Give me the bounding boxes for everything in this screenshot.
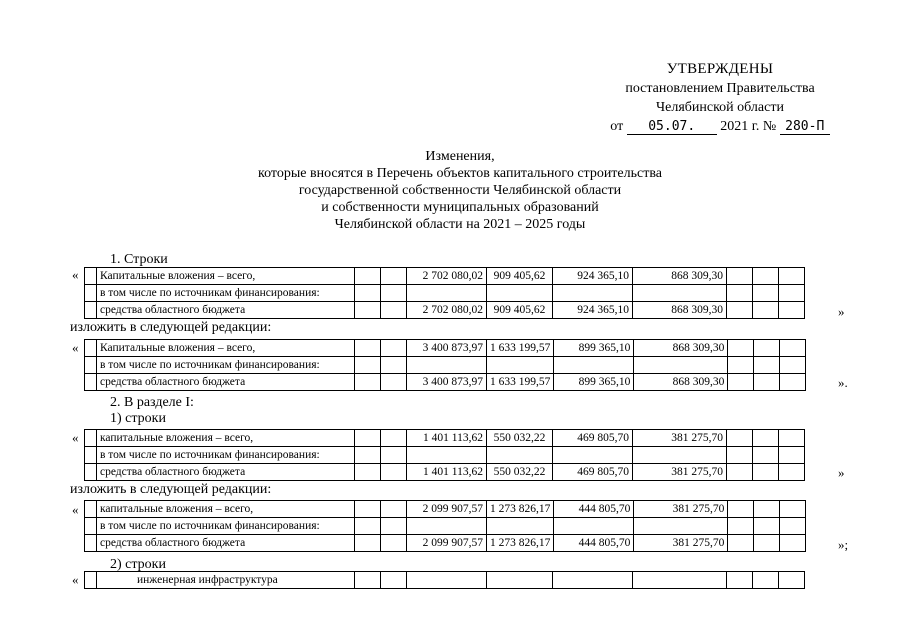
table-cell bbox=[753, 430, 779, 447]
table-cell: 1 273 826,17 bbox=[487, 501, 554, 518]
table-row bbox=[85, 374, 806, 391]
table-cell bbox=[753, 572, 779, 589]
document-heading bbox=[150, 148, 770, 233]
table-cell bbox=[633, 285, 727, 302]
table-cell bbox=[753, 464, 779, 481]
table-cell bbox=[753, 447, 779, 464]
table-cell: 444 805,70 bbox=[554, 501, 634, 518]
table-cell bbox=[753, 268, 779, 285]
table-3 bbox=[84, 429, 805, 481]
table-cell: 1 633 199,57 bbox=[487, 374, 554, 391]
table-cell bbox=[553, 285, 633, 302]
heading-line-3: и собственности муниципальных образований bbox=[321, 200, 599, 215]
table-cell: 3 400 873,97 bbox=[407, 340, 487, 357]
table-cell: 381 275,70 bbox=[633, 464, 727, 481]
section-2-2-label: 2) строки bbox=[110, 557, 166, 572]
date-year: 2021 г. № bbox=[720, 119, 777, 134]
table-cell: 2 702 080,02 bbox=[407, 302, 487, 319]
table-cell bbox=[407, 572, 487, 589]
close-quote-4: »; bbox=[838, 537, 849, 552]
table-4 bbox=[84, 500, 806, 552]
table-cell: 899 365,10 bbox=[554, 340, 634, 357]
close-quote-1: » bbox=[838, 304, 845, 319]
table-cell bbox=[727, 268, 753, 285]
table-cell bbox=[779, 285, 805, 302]
table-cell bbox=[381, 572, 407, 589]
table-cell bbox=[381, 285, 407, 302]
section-1-label: 1. Строки bbox=[110, 252, 168, 267]
table-row bbox=[85, 447, 805, 464]
table-cell bbox=[355, 340, 381, 357]
table-cell bbox=[355, 518, 381, 535]
table-cell bbox=[407, 285, 487, 302]
section-2-label: 2. В разделе I: bbox=[110, 395, 194, 410]
date-prefix: от bbox=[610, 119, 624, 134]
table-cell bbox=[85, 357, 97, 374]
table-cell bbox=[381, 518, 407, 535]
table-cell: в том числе по источникам финансирования: bbox=[97, 357, 355, 374]
table-row bbox=[85, 285, 805, 302]
table-cell: 868 309,30 bbox=[634, 340, 728, 357]
table-cell bbox=[85, 572, 97, 589]
table-row bbox=[85, 430, 805, 447]
table-cell: 3 400 873,97 bbox=[407, 374, 487, 391]
table-cell bbox=[728, 340, 754, 357]
table-cell bbox=[553, 447, 633, 464]
table-cell: 924 365,10 bbox=[553, 302, 633, 319]
table-cell bbox=[355, 374, 381, 391]
approval-block bbox=[600, 60, 840, 136]
table-cell bbox=[85, 302, 97, 319]
open-quote-4: « bbox=[72, 502, 79, 517]
table-cell: 2 702 080,02 bbox=[407, 268, 487, 285]
table-cell bbox=[85, 518, 97, 535]
table-cell: 909 405,62 bbox=[487, 268, 553, 285]
table-cell bbox=[633, 447, 727, 464]
table-cell bbox=[754, 518, 780, 535]
table-cell bbox=[381, 501, 407, 518]
table-cell bbox=[753, 302, 779, 319]
table-cell bbox=[407, 447, 487, 464]
table-cell bbox=[728, 357, 754, 374]
table-cell bbox=[753, 285, 779, 302]
table-cell: 381 275,70 bbox=[633, 430, 727, 447]
table-cell: 381 275,70 bbox=[634, 501, 728, 518]
table-cell bbox=[355, 447, 381, 464]
table-cell bbox=[727, 464, 753, 481]
table-cell bbox=[754, 374, 780, 391]
table-cell bbox=[381, 357, 407, 374]
table-cell: 924 365,10 bbox=[553, 268, 633, 285]
approval-line1: постановлением Правительства bbox=[625, 81, 815, 96]
replace-label-2: изложить в следующей редакции: bbox=[70, 482, 272, 497]
table-row bbox=[85, 572, 805, 589]
table-cell bbox=[779, 302, 805, 319]
table-cell bbox=[634, 357, 728, 374]
table-cell bbox=[85, 268, 97, 285]
table-cell bbox=[728, 535, 754, 552]
table-cell bbox=[487, 357, 554, 374]
open-quote-2: « bbox=[72, 340, 79, 355]
table-cell bbox=[754, 357, 780, 374]
table-cell bbox=[727, 285, 753, 302]
table-cell: 1 273 826,17 bbox=[487, 535, 554, 552]
table-cell: средства областного бюджета bbox=[97, 535, 355, 552]
table-1 bbox=[84, 267, 805, 319]
table-cell bbox=[381, 447, 407, 464]
table-cell bbox=[554, 518, 634, 535]
table-row bbox=[85, 357, 806, 374]
table-cell bbox=[727, 447, 753, 464]
table-row bbox=[85, 535, 806, 552]
table-cell: 2 099 907,57 bbox=[407, 501, 487, 518]
table-cell: 550 032,22 bbox=[487, 464, 553, 481]
open-quote-3: « bbox=[72, 430, 79, 445]
table-cell: 550 032,22 bbox=[487, 430, 553, 447]
table-cell bbox=[355, 464, 381, 481]
table-cell bbox=[779, 430, 805, 447]
table-cell bbox=[780, 340, 806, 357]
table-cell: Капитальные вложения – всего, bbox=[97, 340, 355, 357]
table-row bbox=[85, 518, 806, 535]
table-cell bbox=[780, 374, 806, 391]
table-cell bbox=[633, 572, 727, 589]
table-cell bbox=[355, 535, 381, 552]
table-cell bbox=[780, 518, 806, 535]
table-cell bbox=[780, 501, 806, 518]
table-cell bbox=[780, 357, 806, 374]
table-cell bbox=[779, 572, 805, 589]
table-cell: 381 275,70 bbox=[634, 535, 728, 552]
table-cell bbox=[381, 302, 407, 319]
table-cell bbox=[355, 285, 381, 302]
heading-line-1: которые вносятся в Перечень объектов капитального строительства bbox=[258, 166, 662, 181]
table-cell bbox=[85, 501, 97, 518]
table-cell bbox=[85, 374, 97, 391]
table-cell: 868 309,30 bbox=[633, 268, 727, 285]
table-cell: 909 405,62 bbox=[487, 302, 553, 319]
table-cell bbox=[728, 374, 754, 391]
table-cell bbox=[381, 340, 407, 357]
table-row bbox=[85, 268, 805, 285]
table-cell: 1 401 113,62 bbox=[407, 464, 487, 481]
table-cell: 444 805,70 bbox=[554, 535, 634, 552]
table-cell: средства областного бюджета bbox=[97, 302, 355, 319]
replace-label-1: изложить в следующей редакции: bbox=[70, 320, 272, 335]
table-cell bbox=[355, 302, 381, 319]
table-cell bbox=[728, 518, 754, 535]
table-cell bbox=[85, 430, 97, 447]
table-cell bbox=[355, 268, 381, 285]
table-cell bbox=[487, 572, 553, 589]
table-cell bbox=[381, 268, 407, 285]
table-cell bbox=[727, 430, 753, 447]
table-cell: 899 365,10 bbox=[554, 374, 634, 391]
table-cell: капитальные вложения – всего, bbox=[97, 430, 355, 447]
table-cell: средства областного бюджета bbox=[97, 464, 355, 481]
table-row bbox=[85, 464, 805, 481]
table-cell bbox=[381, 535, 407, 552]
table-row bbox=[85, 302, 805, 319]
approval-title: УТВЕРЖДЕНЫ bbox=[666, 61, 774, 77]
table-cell bbox=[85, 285, 97, 302]
table-cell bbox=[85, 535, 97, 552]
table-row bbox=[85, 340, 806, 357]
table-cell bbox=[553, 572, 633, 589]
table-cell: 469 805,70 bbox=[553, 464, 633, 481]
table-cell: 2 099 907,57 bbox=[407, 535, 487, 552]
table-cell bbox=[779, 464, 805, 481]
table-cell bbox=[779, 447, 805, 464]
table-cell bbox=[754, 340, 780, 357]
close-quote-2: ». bbox=[838, 375, 848, 390]
close-quote-3: » bbox=[838, 465, 845, 480]
table-cell bbox=[780, 535, 806, 552]
table-cell bbox=[728, 501, 754, 518]
table-5 bbox=[84, 571, 805, 589]
table-cell bbox=[554, 357, 634, 374]
table-cell bbox=[381, 464, 407, 481]
table-cell: в том числе по источникам финансирования: bbox=[97, 285, 355, 302]
table-cell bbox=[355, 357, 381, 374]
table-cell bbox=[355, 501, 381, 518]
table-cell bbox=[85, 464, 97, 481]
table-cell bbox=[85, 447, 97, 464]
table-cell: 868 309,30 bbox=[633, 302, 727, 319]
table-cell: инженерная инфраструктура bbox=[97, 572, 355, 589]
table-cell: в том числе по источникам финансирования: bbox=[97, 518, 355, 535]
approval-line2: Челябинской области bbox=[656, 100, 784, 115]
table-cell bbox=[727, 572, 753, 589]
table-cell: капитальные вложения – всего, bbox=[97, 501, 355, 518]
table-cell bbox=[355, 572, 381, 589]
table-cell bbox=[634, 518, 728, 535]
table-cell bbox=[407, 357, 487, 374]
table-cell bbox=[727, 302, 753, 319]
table-cell bbox=[754, 535, 780, 552]
table-cell bbox=[407, 518, 487, 535]
handwritten-date: 05.07. bbox=[627, 119, 717, 135]
table-cell: 868 309,30 bbox=[634, 374, 728, 391]
table-cell bbox=[487, 518, 554, 535]
table-cell: средства областного бюджета bbox=[97, 374, 355, 391]
heading-line-0: Изменения, bbox=[425, 149, 495, 164]
table-cell: Капитальные вложения – всего, bbox=[97, 268, 355, 285]
table-row bbox=[85, 501, 806, 518]
heading-line-4: Челябинской области на 2021 – 2025 годы bbox=[334, 217, 586, 232]
table-cell: в том числе по источникам финансирования: bbox=[97, 447, 355, 464]
table-cell: 469 805,70 bbox=[553, 430, 633, 447]
heading-line-2: государственной собственности Челябинской области bbox=[298, 183, 622, 198]
table-cell bbox=[381, 374, 407, 391]
table-cell bbox=[487, 447, 553, 464]
table-2 bbox=[84, 339, 806, 391]
section-2-1-label: 1) строки bbox=[110, 411, 166, 426]
table-cell: 1 633 199,57 bbox=[487, 340, 554, 357]
table-cell bbox=[381, 430, 407, 447]
table-cell: 1 401 113,62 bbox=[407, 430, 487, 447]
open-quote-5: « bbox=[72, 572, 79, 587]
handwritten-number: 280-П bbox=[780, 119, 830, 135]
open-quote-1: « bbox=[72, 267, 79, 282]
table-cell bbox=[487, 285, 553, 302]
table-cell bbox=[754, 501, 780, 518]
approval-date-line bbox=[600, 117, 840, 136]
table-cell bbox=[85, 340, 97, 357]
table-cell bbox=[355, 430, 381, 447]
table-cell bbox=[779, 268, 805, 285]
